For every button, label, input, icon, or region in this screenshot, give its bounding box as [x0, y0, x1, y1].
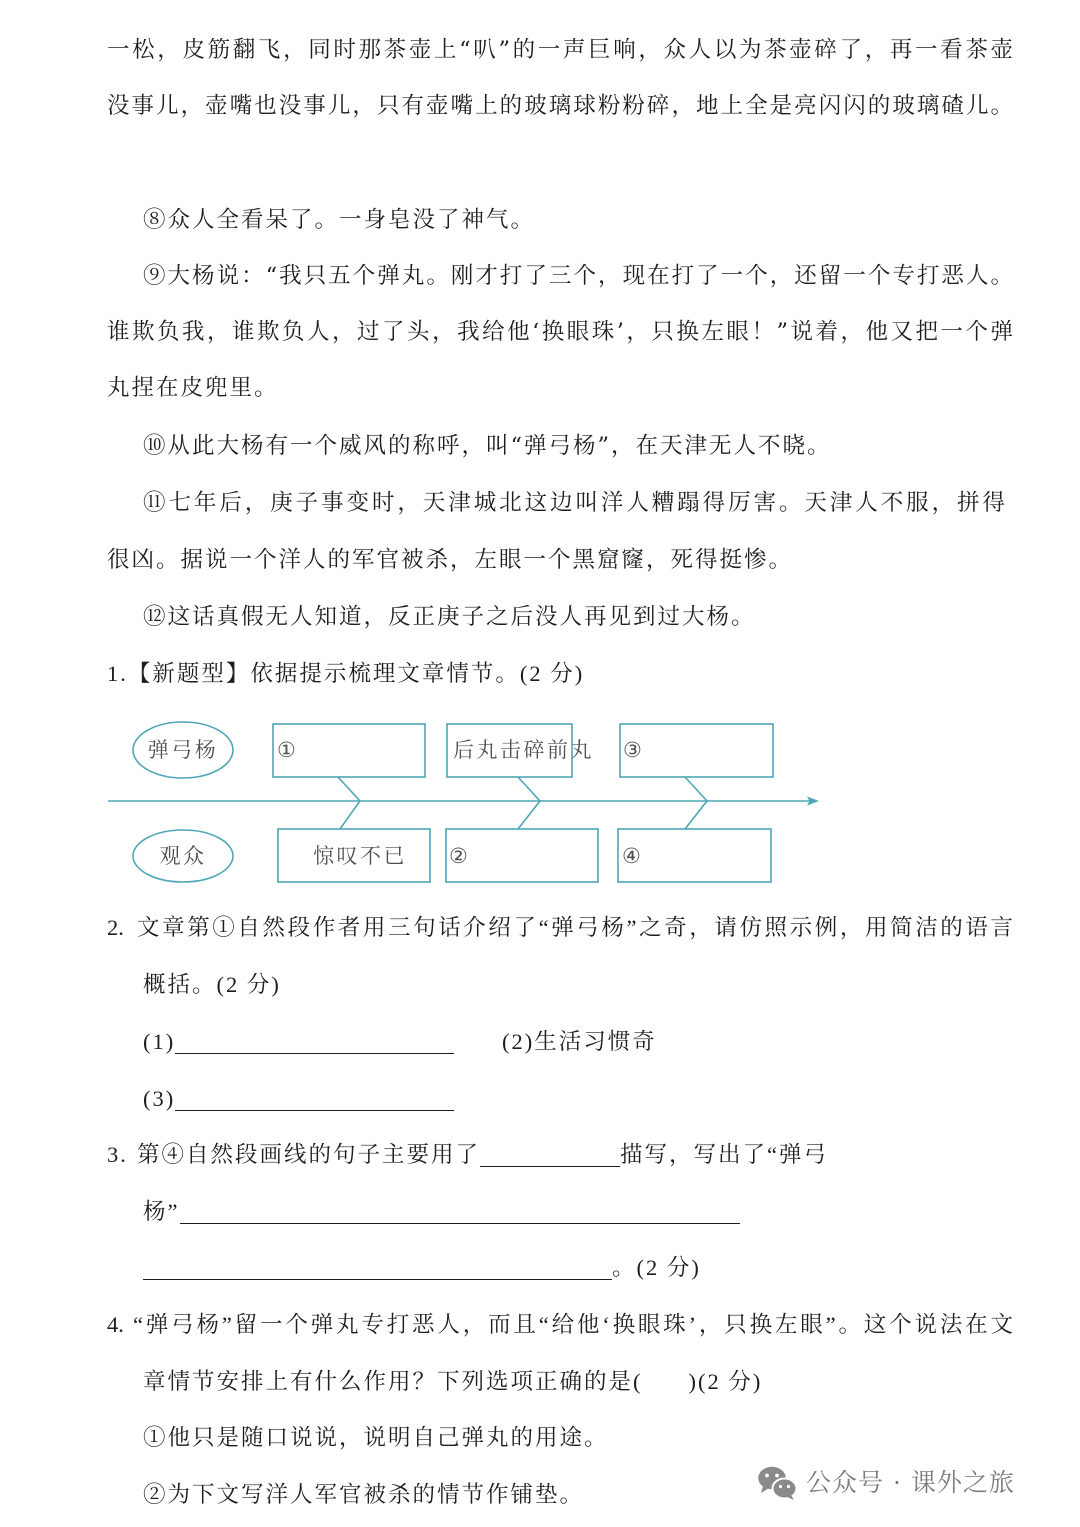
- paragraph-12: ⑫这话真假无人知道，反正庚子之后没人再见到过大杨。: [143, 604, 756, 630]
- question-text: 章情节安排上有什么作用？下列选项正确的是(: [143, 1369, 643, 1394]
- question-score: 。(2 分): [612, 1255, 701, 1280]
- plot-fishbone-diagram: [100, 715, 830, 890]
- question-text: 第④自然段画线的句子主要用了: [137, 1142, 481, 1167]
- question-number: 2.: [107, 915, 124, 940]
- answer-blank: [180, 1223, 740, 1224]
- answer-label: (1): [143, 1029, 176, 1054]
- question-4-line-2: [143, 1354, 1013, 1410]
- plot-box-bottom-1-text: 惊叹不已: [313, 844, 407, 868]
- question-text: 杨”: [143, 1199, 180, 1224]
- passage-line: 没事儿，壶嘴也没事儿，只有壶嘴上的玻璃球粉粉碎，地上全是亮闪闪的玻璃碴儿。: [107, 93, 1013, 119]
- chevron-connector-2: [518, 777, 540, 829]
- question-number: 4.: [107, 1312, 124, 1337]
- question-text: “弹弓杨”留一个弹丸专打恶人，而且“给他‘换眼珠’，只换左眼”。这个说法在文: [133, 1312, 1013, 1337]
- question-2: [107, 900, 1013, 956]
- paragraph-9-line: 谁欺负我，谁欺负人，过了头，我给他‘换眼珠’，只换左眼！”说着，他又把一个弹: [107, 319, 1013, 345]
- wechat-icon: [756, 1464, 798, 1502]
- question-text: 概括。(2 分): [143, 972, 281, 997]
- answer-blank: [480, 1166, 620, 1167]
- answer-blank: [143, 1279, 612, 1280]
- chevron-connector-3: [685, 777, 707, 829]
- paragraph-9-line: 丸捏在皮兜里。: [107, 375, 279, 401]
- plot-box-top-3-text: ③: [623, 738, 645, 762]
- paragraph-10: ⑩从此大杨有一个威风的称呼，叫“弹弓杨”，在天津无人不晓。: [143, 433, 832, 459]
- paragraph-8: ⑧众人全看呆了。一身皂没了神气。: [143, 207, 536, 233]
- question-1: [107, 646, 1013, 702]
- question-score: )(2 分): [688, 1369, 763, 1394]
- answer-row-1: [143, 1014, 483, 1070]
- question-number: 3.: [107, 1142, 128, 1167]
- plot-box-bottom-2-text: ②: [449, 844, 471, 868]
- answer-blank: [175, 1110, 454, 1111]
- question-4: [107, 1297, 1013, 1353]
- passage-line: 一松，皮筋翻飞，同时那茶壶上“叭”的一声巨响，众人以为茶壶碎了，再一看茶壶: [107, 37, 1013, 63]
- question-3: [107, 1127, 1013, 1183]
- plot-box-top-1-text: ①: [277, 738, 299, 762]
- paragraph-11-line: ⑪七年后，庚子事变时，天津城北这边叫洋人糟蹋得厉害。天津人不服，拼得: [143, 490, 1005, 516]
- watermark-text: 公众号 · 课外之旅: [806, 1468, 1015, 1497]
- paragraph-11-line: 很凶。据说一个洋人的军官被杀，左眼一个黑窟窿，死得挺惨。: [107, 547, 794, 573]
- question-3-line-2: [143, 1184, 1013, 1240]
- answer-row-3: [143, 1071, 483, 1127]
- question-text: 文章第①自然段作者用三句话介绍了“弹弓杨”之奇，请仿照示例，用简洁的语言: [137, 915, 1013, 940]
- option-2: ②为下文写洋人军官被杀的情节作铺垫。: [143, 1482, 585, 1507]
- answer-blank: [175, 1053, 454, 1054]
- paragraph-9-line: ⑨大杨说：“我只五个弹丸。刚才打了三个，现在打了一个，还留一个专打恶人。: [143, 263, 1013, 289]
- question-prompt: 【新题型】依据提示梳理文章情节。(2 分): [127, 661, 585, 686]
- question-3-line-3: [143, 1240, 1013, 1296]
- watermark: [756, 1462, 1056, 1504]
- answer-example-2: (2)生活习惯奇: [502, 1029, 657, 1054]
- plot-box-bottom-3-text: ④: [622, 844, 644, 868]
- top-label-text: 弹弓杨: [147, 738, 219, 762]
- option-1: ①他只是随口说说，说明自己弹丸的用途。: [143, 1425, 609, 1450]
- plot-box-top-2-text: 后丸击碎前丸: [453, 738, 594, 762]
- bottom-label-text: 观众: [159, 844, 207, 868]
- answer-label: (3): [143, 1086, 176, 1111]
- question-number: 1.: [107, 661, 128, 686]
- chevron-connector-1: [338, 777, 360, 829]
- question-text: 描写，写出了“弹弓: [620, 1142, 829, 1167]
